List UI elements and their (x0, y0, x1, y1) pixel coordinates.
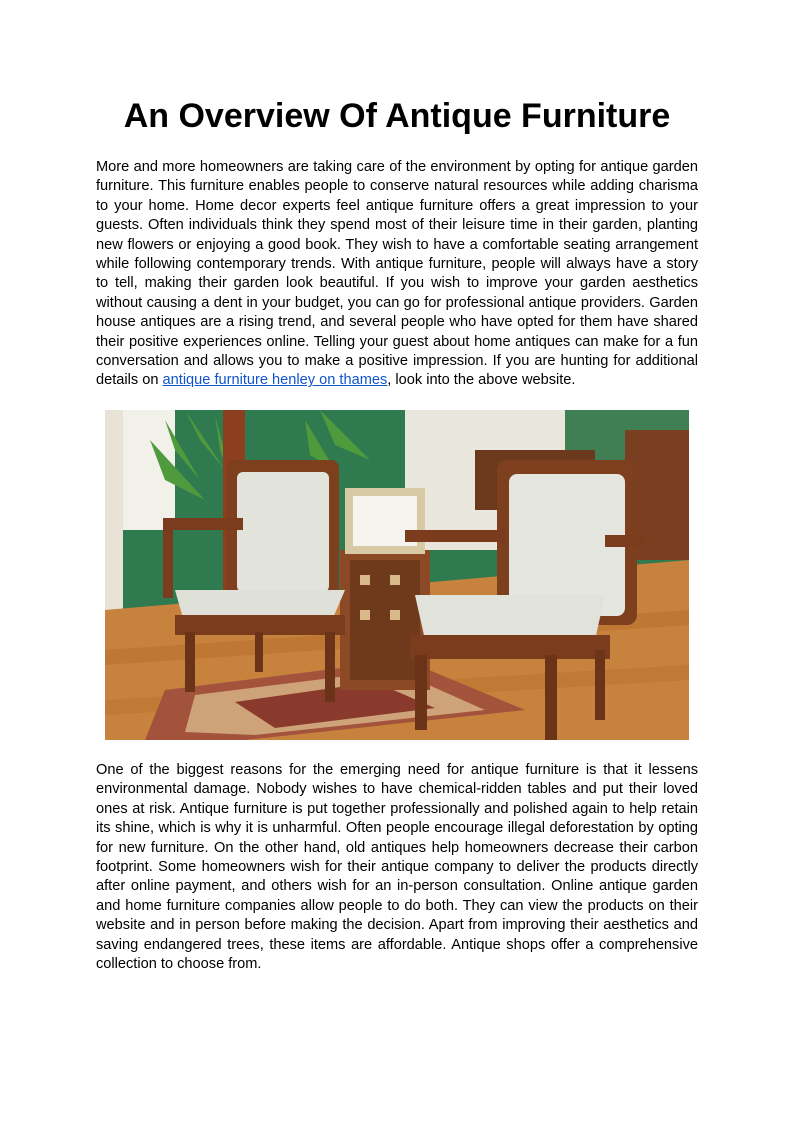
intro-paragraph (96, 158, 698, 391)
antique-furniture-link[interactable]: antique furniture henley on thames (162, 372, 388, 389)
intro-text: More and more homeowners are taking care of the environment by opting for antique garden furniture. This furniture enables people to conserve natural resources while adding charisma to your home. Home decor experts feel antique furniture offers a great impression to your guests. Often individuals think they spend most of their leisure time in their garden, planting new flowers or enjoying a good book. They wish to have a comfortable seating arrangement while following contemporary trends. With antique furniture, people will always have a story to tell, making their garden look beautiful. If you wish to improve your garden aesthetics without causing a dent in your budget, you can go for professional antique providers. Garden house antiques are a rising trend, and several people who have opted for them have shared their positive experiences online. Telling your guest about home antiques can make for a fun conversation and allows you to make a positive impression. If you are hunting for additional details on (96, 159, 698, 389)
second-paragraph: One of the biggest reasons for the emerging need for antique furniture is that it lessens environmental damage. Nobody wishes to have chemical-ridden tables and put their loved ones at risk. Antique furniture is put together professionally and polished again to help retain its shine, which is why it is unharmful. Often people encourage illegal deforestation by opting for new furniture. On the other hand, old antiques help homeowners decrease their carbon footprint. Some homeowners wish for their antique company to deliver the products directly after online payment, and others wish for an in-person consultation. Online antique garden and home furniture companies allow people to do both. They can view the products on their website and in person before making the decision. Apart from improving their aesthetics and saving endangered trees, these items are affordable. Antique shops offer a comprehensive collection to choose from. (96, 762, 698, 973)
page-title: An Overview Of Antique Furniture (123, 97, 671, 135)
antique-chairs-photo (105, 410, 689, 740)
intro-text-end: , look into the above website. (387, 372, 576, 389)
